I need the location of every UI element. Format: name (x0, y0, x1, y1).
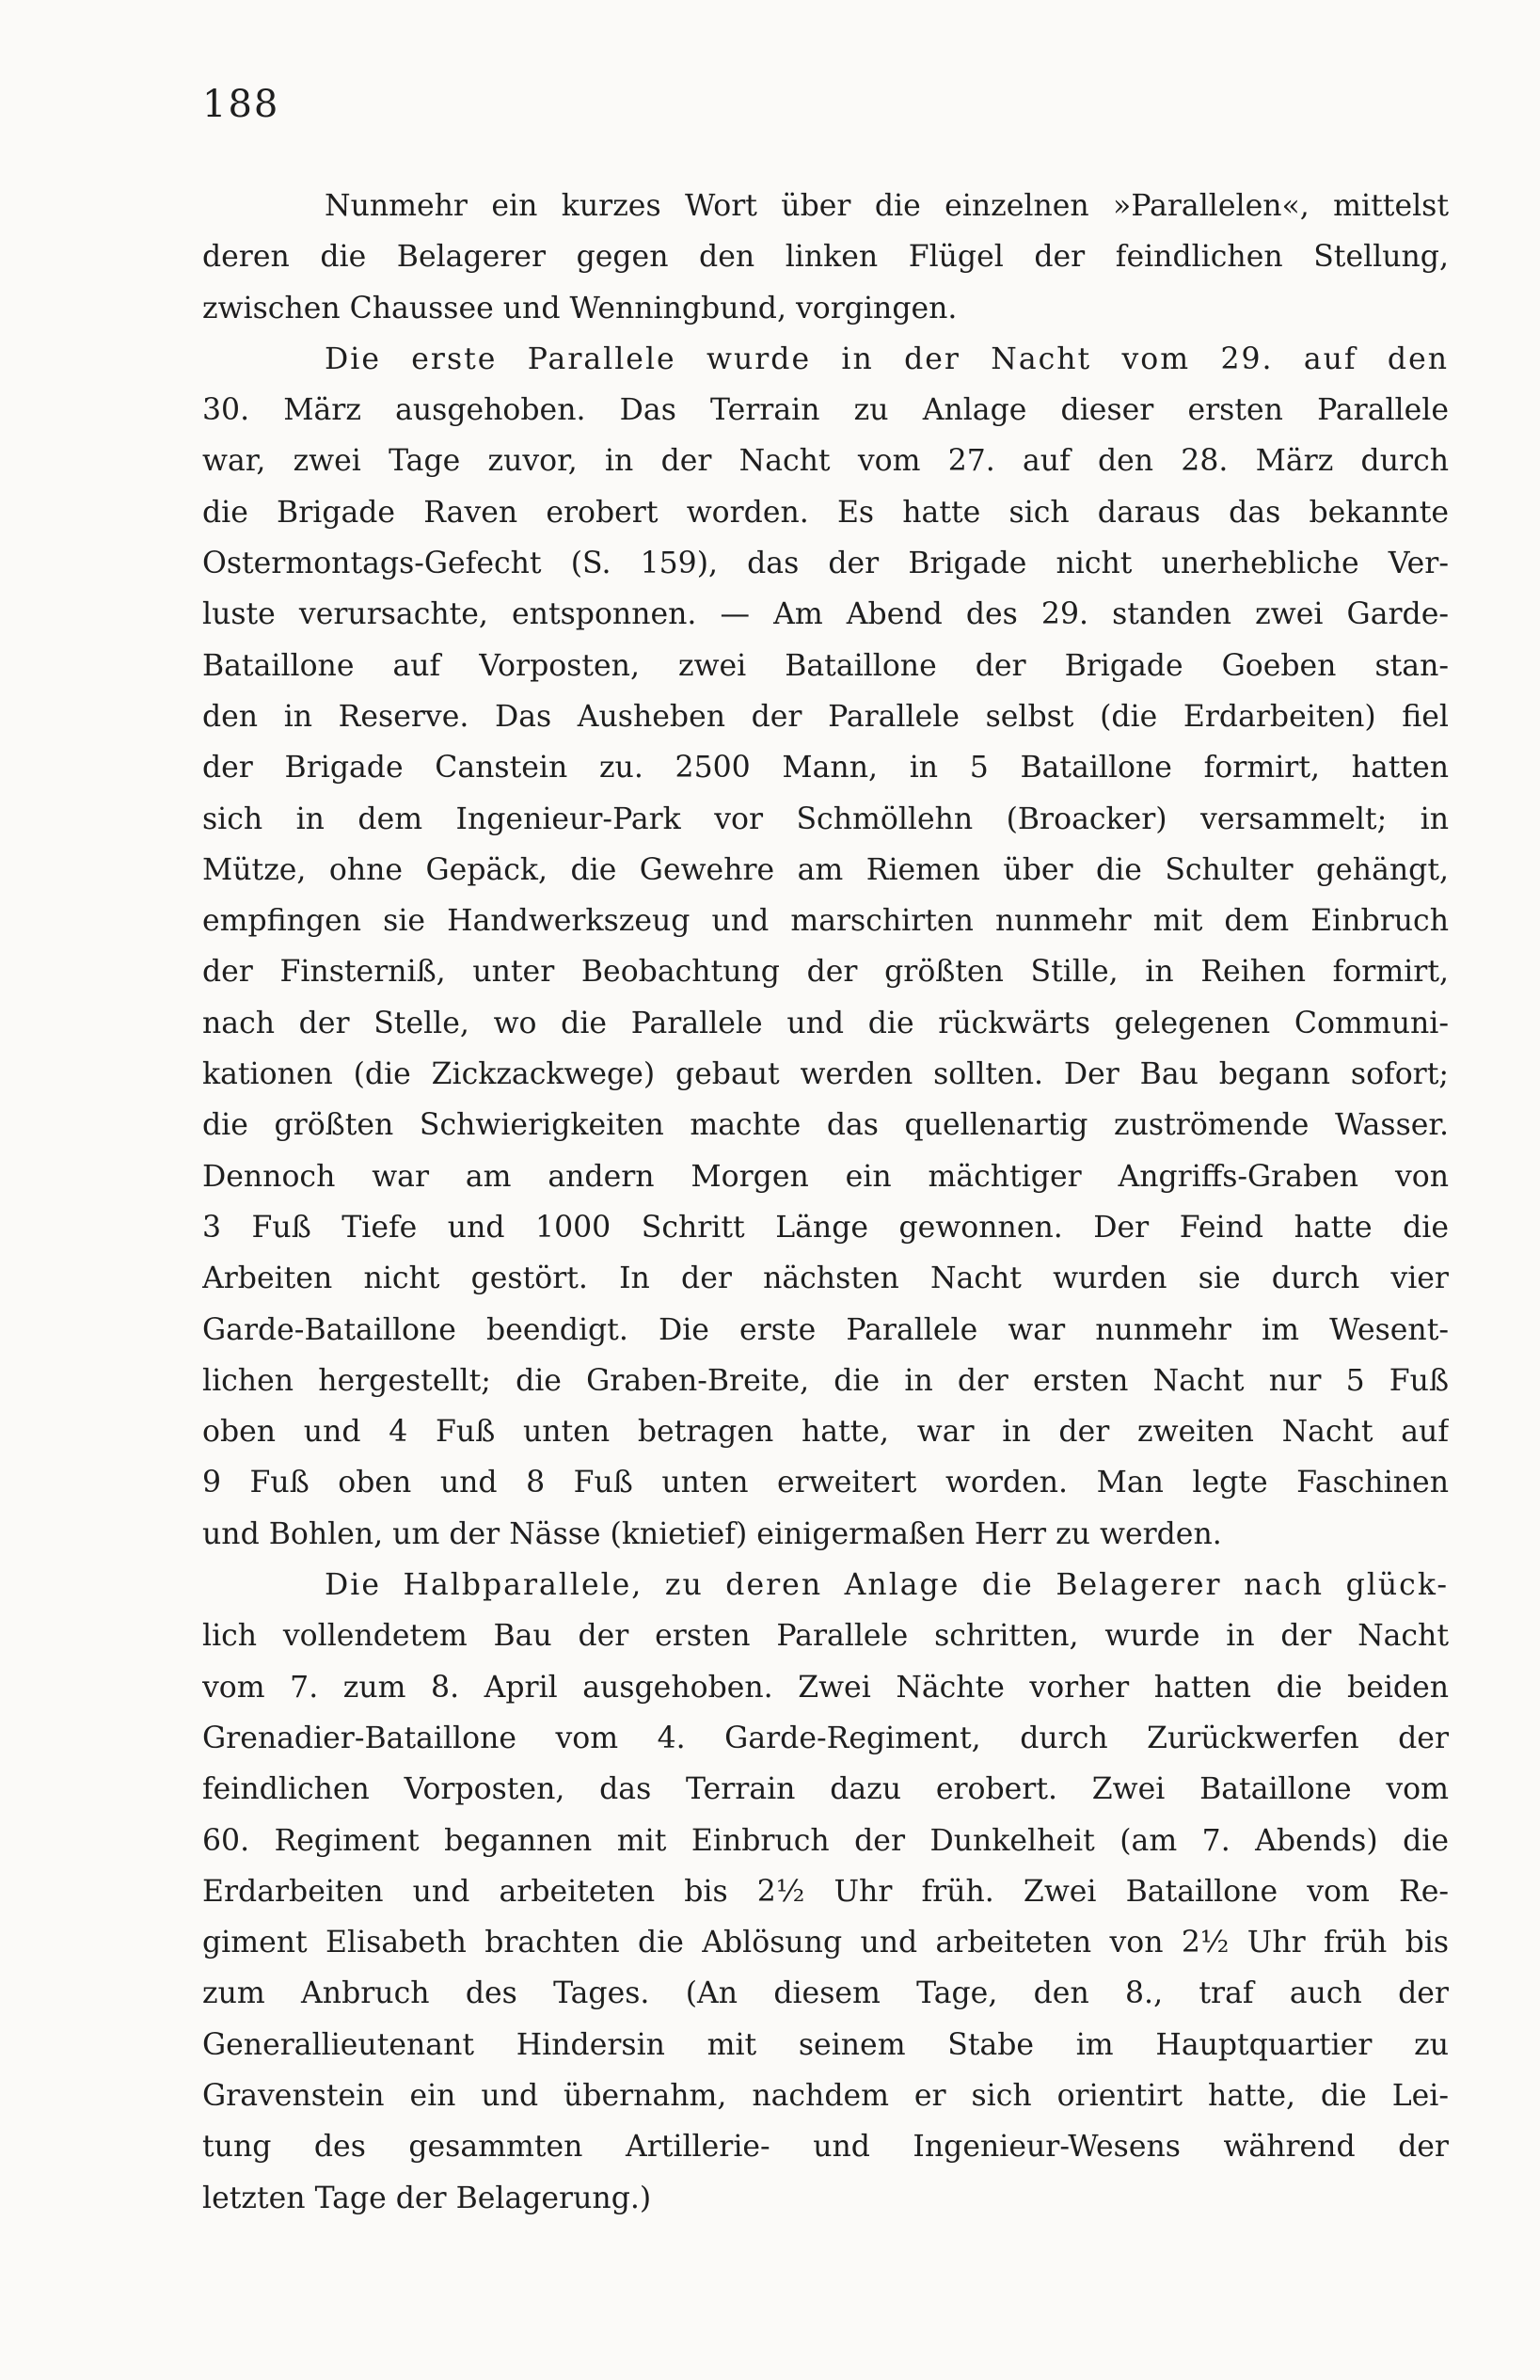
text-line: Die Halbparallele, zu deren Anlage die Belagerer nach glück- (325, 1568, 1449, 1603)
text-line: letzten Tage der Belagerung.) (202, 2181, 652, 2215)
text-line: vom 7. zum 8. April ausgehoben. Zwei Nächte vorher hatten die beiden (202, 1670, 1449, 1705)
text-line: Die erste Parallele wurde in der Nacht vom 29. auf den (325, 341, 1449, 376)
text-line: Ostermontags-Gefecht (S. 159), das der Brigade nicht unerhebliche Ver- (202, 547, 1449, 581)
text-line: Bataillone auf Vorposten, zwei Bataillone der Brigade Goeben stan- (202, 648, 1449, 683)
text-line: feindlichen Vorposten, das Terrain dazu erobert. Zwei Bataillone vom (202, 1772, 1449, 1807)
text-line: tung des gesammten Artillerie- und Ingenieur-Wesens während der (202, 2130, 1449, 2165)
text-line: Mütze, ohne Gepäck, die Gewehre am Riemen über die Schulter gehängt, (202, 852, 1449, 887)
text-line: 3 Fuß Tiefe und 1000 Schritt Länge gewonnen. Der Feind hatte die (202, 1210, 1449, 1245)
page-number: 188 (202, 83, 280, 126)
text-line: zum Anbruch des Tages. (An diesem Tage, den 8., traf auch der (202, 1976, 1449, 2011)
text-line: der Brigade Canstein zu. 2500 Mann, in 5 Bataillone formirt, hatten (202, 751, 1449, 785)
body-text (202, 181, 1449, 2224)
text-line: den in Reserve. Das Ausheben der Parallele selbst (die Erdarbeiten) fiel (202, 699, 1449, 734)
text-line: lich vollendetem Bau der ersten Parallele schritten, wurde in der Nacht (202, 1619, 1449, 1654)
text-line: Nunmehr ein kurzes Wort über die einzelnen »Parallelen«, mittelst (325, 189, 1449, 223)
text-line: Garde-Bataillone beendigt. Die erste Parallele war nunmehr im Wesent- (202, 1312, 1449, 1347)
text-line: Erdarbeiten und arbeiteten bis 2½ Uhr früh. Zwei Bataillone vom Re- (202, 1874, 1449, 1909)
text-line: die Brigade Raven erobert worden. Es hatte sich daraus das bekannte (202, 495, 1449, 530)
text-line: zwischen Chaussee und Wenningbund, vorgingen. (202, 291, 958, 325)
text-line: Dennoch war am andern Morgen ein mächtiger Angriffs-Graben von (202, 1159, 1449, 1194)
text-line: oben und 4 Fuß unten betragen hatte, war in der zweiten Nacht auf (202, 1415, 1449, 1450)
text-line: lichen hergestellt; die Graben-Breite, die in der ersten Nacht nur 5 Fuß (202, 1363, 1449, 1398)
text-line: luste verursachte, entsponnen. — Am Abend des 29. standen zwei Garde- (202, 597, 1449, 632)
text-line: Grenadier-Bataillone vom 4. Garde-Regiment, durch Zurückwerfen der (202, 1721, 1449, 1755)
text-line: deren die Belagerer gegen den linken Flügel der feindlichen Stellung, (202, 240, 1449, 275)
text-line: Gravenstein ein und übernahm, nachdem er sich orientirt hatte, die Lei- (202, 2078, 1449, 2113)
text-line: 9 Fuß oben und 8 Fuß unten erweitert worden. Man legte Faschinen (202, 1466, 1449, 1500)
text-line: empfingen sie Handwerkszeug und marschirten nunmehr mit dem Einbruch (202, 904, 1449, 939)
text-line: 60. Regiment begannen mit Einbruch der Dunkelheit (am 7. Abends) die (202, 1823, 1449, 1858)
text-line: giment Elisabeth brachten die Ablösung und arbeiteten von 2½ Uhr früh bis (202, 1926, 1449, 1960)
text-line: und Bohlen, um der Nässe (knietief) einigermaßen Herr zu werden. (202, 1516, 1222, 1551)
text-line: die größten Schwierigkeiten machte das quellenartig zuströmende Wasser. (202, 1108, 1449, 1143)
text-line: kationen (die Zickzackwege) gebaut werden sollten. Der Bau begann sofort; (202, 1057, 1449, 1092)
text-line: 30. März ausgehoben. Das Terrain zu Anlage dieser ersten Parallele (202, 393, 1449, 428)
text-line: nach der Stelle, wo die Parallele und die rückwärts gelegenen Communi- (202, 1006, 1449, 1040)
text-line: war, zwei Tage zuvor, in der Nacht vom 27. auf den 28. März durch (202, 444, 1449, 479)
text-line: sich in dem Ingenieur-Park vor Schmöllehn (Broacker) versammelt; in (202, 801, 1449, 836)
text-line: Arbeiten nicht gestört. In der nächsten Nacht wurden sie durch vier (202, 1261, 1449, 1296)
text-line: der Finsterniß, unter Beobachtung der größten Stille, in Reihen formirt, (202, 955, 1449, 990)
text-line: Generallieutenant Hindersin mit seinem Stabe im Hauptquartier zu (202, 2027, 1449, 2062)
